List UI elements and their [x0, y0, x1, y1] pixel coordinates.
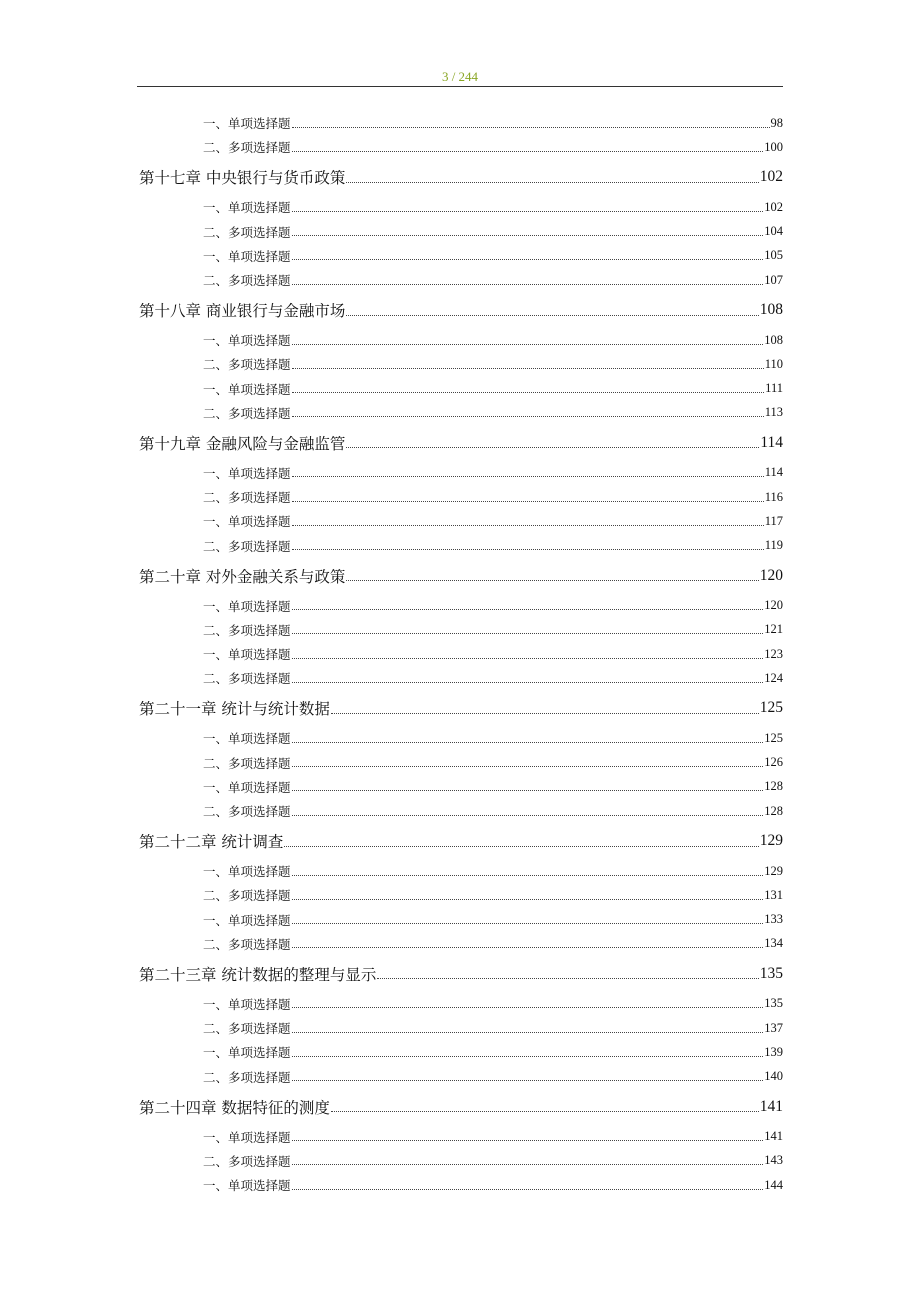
toc-entry-page-number: 140	[764, 1069, 783, 1084]
toc-section-entry[interactable]	[137, 751, 783, 775]
toc-entry-page-number: 131	[764, 887, 783, 902]
dot-leader	[292, 127, 770, 128]
toc-entry-label: 一、单项选择题	[203, 116, 291, 132]
toc-entry-page-number: 114	[760, 433, 783, 451]
dot-leader	[346, 315, 758, 316]
dot-leader	[292, 633, 764, 634]
toc-entry-page-number: 141	[759, 1097, 783, 1115]
toc-entry-label: 一、单项选择题	[203, 779, 291, 795]
toc-entry-page-number: 102	[759, 168, 783, 186]
toc-entry-page-number: 124	[764, 670, 783, 685]
toc-entry-label: 一、单项选择题	[203, 1045, 291, 1061]
toc-section-entry[interactable]	[137, 401, 783, 425]
toc-section-entry[interactable]	[137, 859, 783, 883]
toc-entry-page-number: 134	[764, 936, 783, 951]
toc-entry-label: 一、单项选择题	[203, 465, 291, 481]
toc-section-entry[interactable]	[137, 461, 783, 485]
toc-section-entry[interactable]	[137, 485, 783, 509]
toc-entry-page-number: 144	[764, 1177, 783, 1192]
dot-leader	[292, 501, 764, 502]
toc-entry-label: 一、单项选择题	[203, 200, 291, 216]
toc-entry-page-number: 128	[764, 779, 783, 794]
dot-leader	[292, 790, 764, 791]
dot-leader	[292, 284, 764, 285]
toc-entry-page-number: 120	[759, 566, 783, 584]
toc-entry-label: 二、多项选择题	[203, 1021, 291, 1037]
dot-leader	[292, 476, 764, 477]
toc-entry-label: 二、多项选择题	[203, 671, 291, 687]
toc-entry-page-number: 102	[764, 199, 783, 214]
toc-section-entry[interactable]	[137, 1016, 783, 1040]
toc-entry-label: 二、多项选择题	[203, 140, 291, 156]
toc-chapter-entry[interactable]	[137, 558, 783, 594]
toc-entry-label: 二、多项选择题	[203, 490, 291, 506]
toc-section-entry[interactable]	[137, 1125, 783, 1149]
dot-leader	[292, 416, 764, 417]
toc-entry-page-number: 119	[764, 538, 783, 553]
toc-entry-page-number: 111	[765, 381, 783, 396]
toc-entry-page-number: 116	[764, 489, 783, 504]
toc-section-entry[interactable]	[137, 220, 783, 244]
toc-section-entry[interactable]	[137, 908, 783, 932]
dot-leader	[292, 815, 764, 816]
dot-leader	[292, 609, 764, 610]
toc-section-entry[interactable]	[137, 642, 783, 666]
toc-section-entry[interactable]	[137, 594, 783, 618]
toc-entry-label: 一、单项选择题	[203, 598, 291, 614]
toc-section-entry[interactable]	[137, 883, 783, 907]
dot-leader	[292, 211, 764, 212]
toc-entry-page-number: 133	[764, 912, 783, 927]
toc-entry-label: 第二十章 对外金融关系与政策	[137, 565, 345, 587]
toc-section-entry[interactable]	[137, 509, 783, 533]
dot-leader	[292, 235, 764, 236]
toc-entry-label: 一、单项选择题	[203, 647, 291, 663]
toc-entry-page-number: 105	[764, 248, 783, 263]
dot-leader	[292, 766, 764, 767]
toc-entry-label: 二、多项选择题	[203, 224, 291, 240]
dot-leader	[292, 1164, 764, 1165]
dot-leader	[292, 923, 764, 924]
toc-entry-page-number: 125	[759, 699, 783, 717]
toc-entry-page-number: 126	[764, 755, 783, 770]
dot-leader	[292, 899, 764, 900]
dot-leader	[292, 1140, 764, 1141]
toc-entry-label: 一、单项选择题	[203, 333, 291, 349]
toc-chapter-entry[interactable]	[137, 425, 783, 461]
toc-section-entry[interactable]	[137, 1149, 783, 1173]
toc-chapter-entry[interactable]	[137, 292, 783, 328]
dot-leader	[292, 947, 764, 948]
dot-leader	[346, 182, 758, 183]
toc-entry-page-number: 128	[764, 803, 783, 818]
dot-leader	[292, 682, 764, 683]
dot-leader	[292, 658, 764, 659]
toc-section-entry[interactable]	[137, 377, 783, 401]
dot-leader	[292, 1007, 764, 1008]
toc-section-entry[interactable]	[137, 775, 783, 799]
dot-leader	[292, 259, 764, 260]
dot-leader	[292, 151, 764, 152]
dot-leader	[331, 713, 759, 714]
dot-leader	[292, 549, 764, 550]
toc-entry-page-number: 135	[759, 964, 783, 982]
toc-entry-label: 二、多项选择题	[203, 273, 291, 289]
toc-entry-label: 一、单项选择题	[203, 996, 291, 1012]
toc-entry-label: 第二十三章 统计数据的整理与显示	[137, 963, 376, 985]
toc-entry-label: 一、单项选择题	[203, 381, 291, 397]
toc-section-entry[interactable]	[137, 1173, 783, 1197]
page-header	[137, 66, 783, 87]
toc-chapter-entry[interactable]	[137, 823, 783, 859]
toc-entry-label: 二、多项选择题	[203, 804, 291, 820]
toc-entry-page-number: 141	[764, 1129, 783, 1144]
toc-entry-label: 二、多项选择题	[203, 888, 291, 904]
toc-entry-label: 二、多项选择题	[203, 1153, 291, 1169]
dot-leader	[331, 1111, 759, 1112]
toc-entry-label: 一、单项选择题	[203, 1129, 291, 1145]
toc-section-entry[interactable]	[137, 244, 783, 268]
toc-entry-label: 二、多项选择题	[203, 538, 291, 554]
toc-entry-label: 第二十二章 统计调查	[137, 830, 283, 852]
toc-section-entry[interactable]	[137, 618, 783, 642]
toc-section-entry[interactable]	[137, 268, 783, 292]
toc-section-entry[interactable]	[137, 195, 783, 219]
toc-entry-label: 一、单项选择题	[203, 248, 291, 264]
toc-entry-page-number: 107	[764, 272, 783, 287]
toc-section-entry[interactable]	[137, 799, 783, 823]
toc-section-entry[interactable]	[137, 111, 783, 135]
toc-entry-page-number: 120	[764, 598, 783, 613]
toc-entry-label: 一、单项选择题	[203, 864, 291, 880]
toc-chapter-entry[interactable]	[137, 956, 783, 992]
toc-entry-label: 二、多项选择题	[203, 1069, 291, 1085]
toc-entry-page-number: 137	[764, 1020, 783, 1035]
dot-leader	[292, 1032, 764, 1033]
toc-section-entry[interactable]	[137, 352, 783, 376]
toc-chapter-entry[interactable]	[137, 159, 783, 195]
toc-entry-label: 二、多项选择题	[203, 357, 291, 373]
toc-entry-page-number: 129	[764, 863, 783, 878]
dot-leader	[292, 392, 765, 393]
toc-entry-page-number: 114	[764, 465, 783, 480]
toc-chapter-entry[interactable]	[137, 690, 783, 726]
toc-entry-label: 一、单项选择题	[203, 912, 291, 928]
toc-entry-page-number: 117	[764, 513, 783, 528]
toc-section-entry[interactable]	[137, 135, 783, 159]
toc-entry-label: 第十九章 金融风险与金融监管	[137, 432, 345, 454]
page-indicator: 3 / 244	[441, 69, 479, 84]
dot-leader	[284, 846, 758, 847]
toc-entry-label: 一、单项选择题	[203, 731, 291, 747]
toc-entry-page-number: 123	[764, 646, 783, 661]
toc-entry-page-number: 139	[764, 1044, 783, 1059]
toc-entry-label: 二、多项选择题	[203, 936, 291, 952]
toc-entry-page-number: 108	[759, 301, 783, 319]
toc-entry-page-number: 100	[764, 139, 783, 154]
dot-leader	[292, 1080, 764, 1081]
toc-section-entry[interactable]	[137, 1040, 783, 1064]
dot-leader	[292, 875, 764, 876]
dot-leader	[292, 1189, 764, 1190]
dot-leader	[292, 344, 764, 345]
toc-entry-page-number: 104	[764, 224, 783, 239]
dot-leader	[346, 447, 759, 448]
toc-section-entry[interactable]	[137, 992, 783, 1016]
toc-section-entry[interactable]	[137, 726, 783, 750]
toc-section-entry[interactable]	[137, 666, 783, 690]
toc-entry-page-number: 135	[764, 996, 783, 1011]
toc-entry-label: 二、多项选择题	[203, 622, 291, 638]
toc-entry-page-number: 113	[764, 405, 783, 420]
toc-entry-label: 第二十一章 统计与统计数据	[137, 697, 330, 719]
dot-leader	[346, 580, 758, 581]
toc-entry-page-number: 129	[759, 832, 783, 850]
dot-leader	[377, 978, 758, 979]
toc-entry-page-number: 125	[764, 730, 783, 745]
toc-entry-page-number: 121	[764, 622, 783, 637]
toc-entry-label: 第十七章 中央银行与货币政策	[137, 166, 345, 188]
toc-section-entry[interactable]	[137, 328, 783, 352]
toc-entry-label: 二、多项选择题	[203, 405, 291, 421]
dot-leader	[292, 1056, 764, 1057]
toc-entry-page-number: 108	[764, 332, 783, 347]
dot-leader	[292, 525, 764, 526]
toc-entry-label: 一、单项选择题	[203, 514, 291, 530]
toc-entry-page-number: 98	[770, 115, 783, 130]
dot-leader	[292, 742, 764, 743]
toc-entry-label: 一、单项选择题	[203, 1178, 291, 1194]
toc-entry-page-number: 110	[764, 356, 783, 371]
toc-section-entry[interactable]	[137, 1064, 783, 1088]
toc-entry-label: 第十八章 商业银行与金融市场	[137, 299, 345, 321]
toc-entry-label: 二、多项选择题	[203, 755, 291, 771]
toc-entry-label: 第二十四章 数据特征的测度	[137, 1096, 330, 1118]
dot-leader	[292, 368, 764, 369]
toc-section-entry[interactable]	[137, 533, 783, 557]
toc-entry-page-number: 143	[764, 1153, 783, 1168]
toc-chapter-entry[interactable]	[137, 1089, 783, 1125]
table-of-contents	[137, 111, 783, 1197]
toc-section-entry[interactable]	[137, 932, 783, 956]
